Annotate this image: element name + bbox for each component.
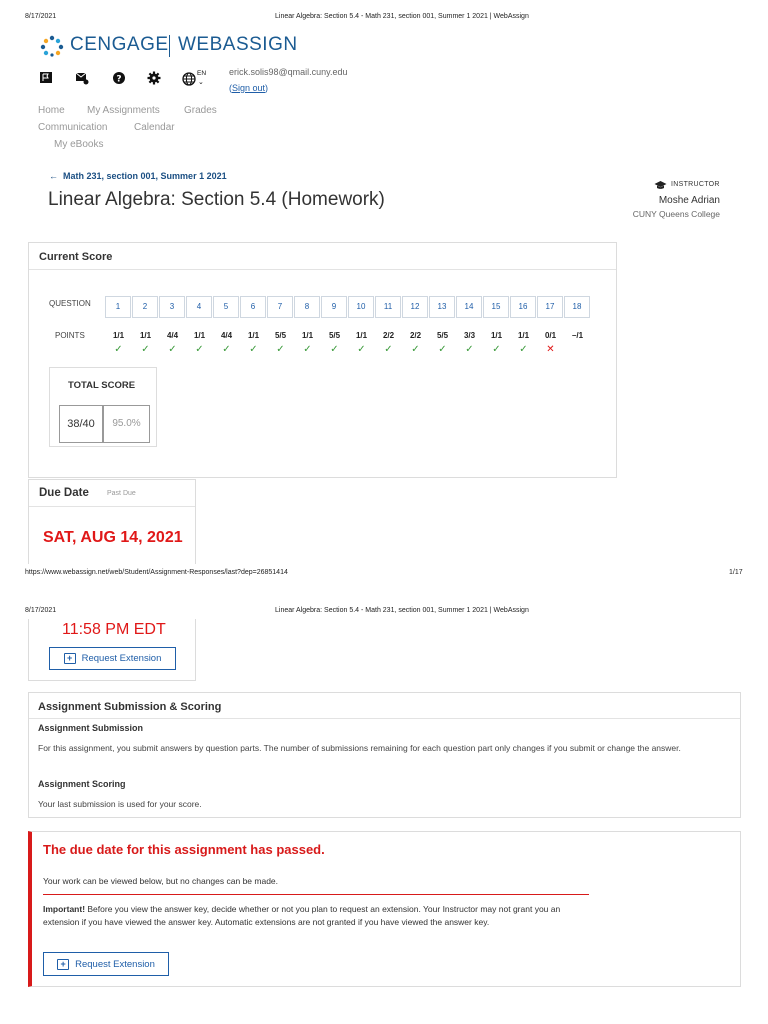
print-date: 8/17/2021 [25, 13, 57, 20]
messages-icon[interactable] [75, 71, 89, 85]
question-link-1[interactable]: 1 [105, 296, 131, 318]
due-date-panel [28, 479, 196, 564]
language-selector[interactable] [182, 70, 212, 88]
request-extension-label: Request Extension [81, 653, 162, 664]
cengage-logo-icon [40, 35, 64, 57]
points-label: POINTS [55, 331, 85, 340]
points-cell-18: –/1 [571, 331, 584, 340]
help-icon[interactable] [112, 71, 126, 85]
x-mark-icon: ✕ [546, 344, 555, 355]
question-link-12[interactable]: 12 [402, 296, 428, 318]
due-date-value: SAT, AUG 14, 2021 [43, 529, 183, 546]
alert-title: The due date for this assignment has passed. [43, 842, 325, 857]
question-link-13[interactable]: 13 [429, 296, 455, 318]
print-page-number: 1/17 [729, 569, 743, 576]
question-link-2[interactable]: 2 [132, 296, 158, 318]
points-cell-9: 5/5 [328, 331, 341, 340]
flag-icon[interactable] [39, 71, 53, 85]
nav-communication[interactable]: Communication [38, 122, 108, 133]
checkmark-icon: ✓ [357, 344, 366, 355]
nav-my-assignments[interactable]: My Assignments [87, 105, 160, 116]
points-cell-7: 5/5 [274, 331, 287, 340]
alert-divider [43, 894, 589, 895]
points-cell-12: 2/2 [409, 331, 422, 340]
breadcrumb-course-link[interactable] [49, 171, 227, 181]
user-email: erick.solis98@qmail.cuny.edu [229, 67, 348, 77]
question-link-9[interactable]: 9 [321, 296, 347, 318]
question-link-18[interactable]: 18 [564, 296, 590, 318]
nav-my-ebooks[interactable]: My eBooks [54, 139, 104, 150]
points-cell-6: 1/1 [247, 331, 260, 340]
points-row [105, 331, 590, 343]
calendar-plus-icon: + [57, 959, 69, 970]
scoring-text: Your last submission is used for your score. [38, 799, 202, 809]
points-cell-14: 3/3 [463, 331, 476, 340]
question-link-11[interactable]: 11 [375, 296, 401, 318]
due-date-passed-alert [28, 831, 741, 987]
checkmark-icon: ✓ [519, 344, 528, 355]
total-score-percent: 95.0% [103, 405, 150, 443]
instructor-name: Moshe Adrian [658, 195, 720, 206]
logo-divider [169, 35, 170, 57]
globe-icon [182, 72, 196, 86]
product-name: WEBASSIGN [178, 34, 298, 55]
points-cell-10: 1/1 [355, 331, 368, 340]
question-link-4[interactable]: 4 [186, 296, 212, 318]
question-link-7[interactable]: 7 [267, 296, 293, 318]
question-link-17[interactable]: 17 [537, 296, 563, 318]
arrow-left-icon: ← [49, 171, 58, 181]
points-cell-11: 2/2 [382, 331, 395, 340]
points-cell-8: 1/1 [301, 331, 314, 340]
due-time-value: 11:58 PM EDT [62, 621, 166, 638]
past-due-badge: Past Due [107, 490, 136, 497]
due-date-title: Due Date [39, 487, 89, 499]
checkmark-icon: ✓ [114, 344, 123, 355]
question-link-3[interactable]: 3 [159, 296, 185, 318]
current-score-title: Current Score [39, 251, 113, 263]
print-title: Linear Algebra: Section 5.4 - Math 231, section 001, Summer 1 2021 | WebAssign [275, 13, 529, 20]
panel-divider [29, 718, 740, 719]
instructor-college: CUNY Queens College [632, 209, 720, 219]
svg-text:?: ? [116, 74, 122, 85]
checkmark-icon: ✓ [438, 344, 447, 355]
question-row [105, 296, 590, 318]
question-label: QUESTION [49, 299, 91, 308]
submission-scoring-panel [28, 692, 741, 818]
alert-text: Your work can be viewed below, but no changes can be made. [43, 876, 279, 886]
calendar-plus-icon: + [64, 653, 76, 664]
question-link-10[interactable]: 10 [348, 296, 374, 318]
checkmark-icon: ✓ [465, 344, 474, 355]
sign-out-link[interactable]: (Sign out) [229, 83, 269, 93]
nav-calendar[interactable]: Calendar [134, 122, 175, 133]
alert-request-extension-button[interactable] [43, 952, 169, 976]
checkmark-icon: ✓ [195, 344, 204, 355]
points-cell-17: 0/1 [544, 331, 557, 340]
total-score-box [49, 367, 157, 447]
request-extension-button[interactable] [49, 647, 176, 670]
current-score-panel [28, 242, 617, 478]
cengage-webassign-logo[interactable] [40, 33, 298, 59]
question-link-5[interactable]: 5 [213, 296, 239, 318]
points-cell-15: 1/1 [490, 331, 503, 340]
scoring-heading: Assignment Scoring [38, 779, 126, 789]
panel-divider [29, 506, 195, 507]
checkmark-icon: ✓ [492, 344, 501, 355]
total-score-value: 38/40 [59, 405, 103, 443]
checkmark-icon: ✓ [303, 344, 312, 355]
checkmark-icon: ✓ [249, 344, 258, 355]
question-link-14[interactable]: 14 [456, 296, 482, 318]
nav-home[interactable]: Home [38, 105, 65, 116]
points-cell-5: 4/4 [220, 331, 233, 340]
breadcrumb-label: Math 231, section 001, Summer 1 2021 [63, 171, 227, 181]
points-cell-4: 1/1 [193, 331, 206, 340]
submission-scoring-title: Assignment Submission & Scoring [38, 701, 222, 713]
instructor-header [654, 180, 720, 190]
checkmark-icon: ✓ [141, 344, 150, 355]
question-link-16[interactable]: 16 [510, 296, 536, 318]
due-date-panel-continued [28, 619, 196, 681]
graduation-cap-icon [654, 180, 667, 190]
alert-request-extension-label: Request Extension [75, 958, 155, 970]
alert-important-text: Important! Before you view the answer key, decide whether or not you plan to request an extension. Your Instructor may not grant you an extension if you have viewed the answer key. Automatic extensions are not granted if you have viewed the answer key. [43, 904, 561, 927]
checkmark-icon: ✓ [330, 344, 339, 355]
print-url: https://www.webassign.net/web/Student/Assignment-Responses/last?dep=26851414 [25, 569, 288, 576]
submission-text: For this assignment, you submit answers by question parts. The number of submissions remaining for each question part only changes if you submit or change the answer. [38, 743, 681, 753]
nav-grades[interactable]: Grades [184, 105, 217, 116]
checkmark-icon: ✓ [384, 344, 393, 355]
language-code: EN [197, 70, 207, 77]
points-cell-3: 4/4 [166, 331, 179, 340]
checkmark-icon: ✓ [276, 344, 285, 355]
submission-heading: Assignment Submission [38, 723, 144, 733]
settings-icon[interactable] [147, 71, 161, 85]
marks-row [105, 344, 590, 356]
chevron-down-icon: ⌄ [198, 79, 204, 86]
checkmark-icon: ✓ [222, 344, 231, 355]
print-date: 8/17/2021 [25, 607, 57, 614]
panel-divider [29, 269, 616, 270]
page-title: Linear Algebra: Section 5.4 (Homework) [48, 189, 385, 210]
checkmark-icon: ✓ [411, 344, 420, 355]
question-link-15[interactable]: 15 [483, 296, 509, 318]
question-link-6[interactable]: 6 [240, 296, 266, 318]
brand-name: CENGAGE [70, 34, 169, 55]
print-title: Linear Algebra: Section 5.4 - Math 231, section 001, Summer 1 2021 | WebAssign [275, 607, 529, 614]
points-cell-1: 1/1 [112, 331, 125, 340]
instructor-label: INSTRUCTOR [671, 181, 720, 188]
points-cell-2: 1/1 [139, 331, 152, 340]
points-cell-16: 1/1 [517, 331, 530, 340]
question-link-8[interactable]: 8 [294, 296, 320, 318]
points-cell-13: 5/5 [436, 331, 449, 340]
checkmark-icon: ✓ [168, 344, 177, 355]
total-score-title: TOTAL SCORE [68, 380, 136, 391]
